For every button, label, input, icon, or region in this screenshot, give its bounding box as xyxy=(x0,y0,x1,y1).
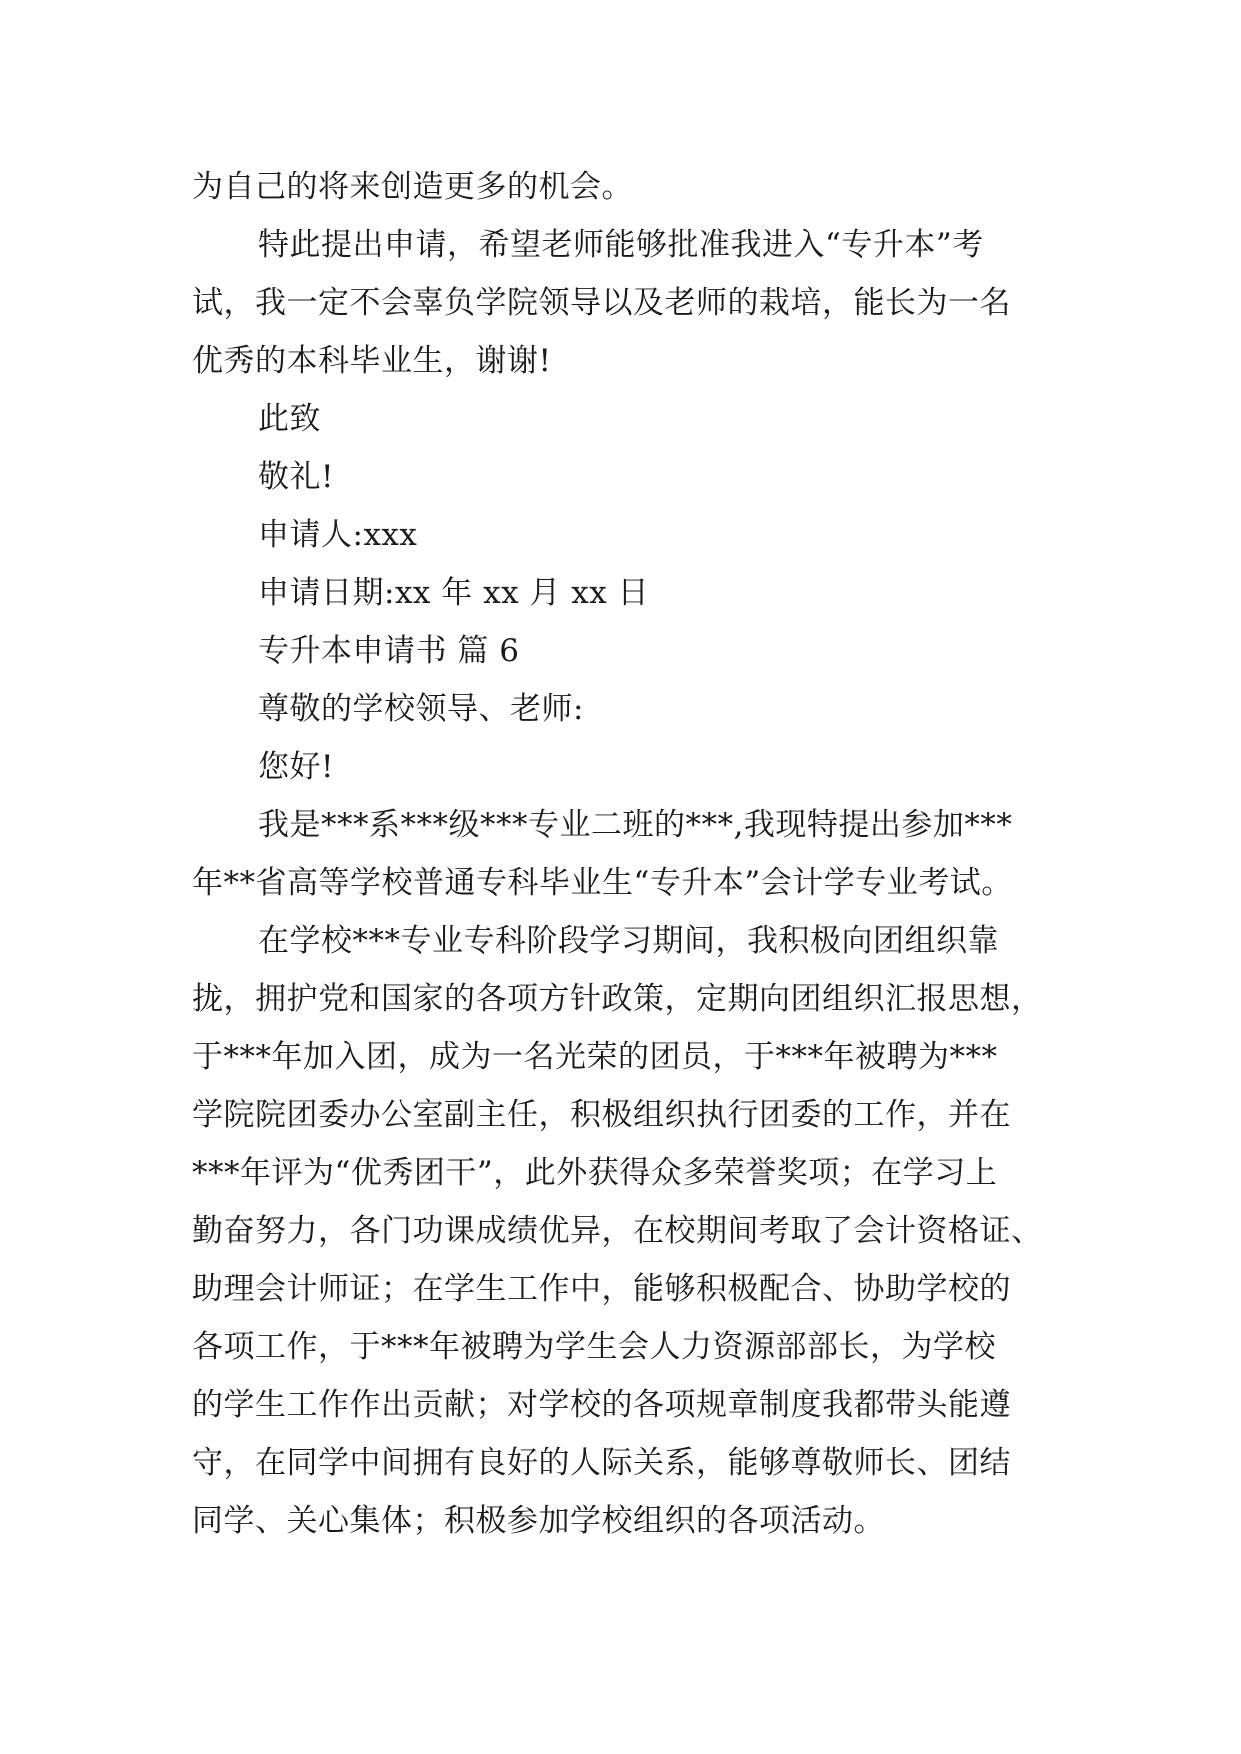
text-line: 同学、关心集体；积极参加学校组织的各项活动。 xyxy=(192,1503,885,1539)
text-line: 试，我一定不会辜负学院领导以及老师的栽培，能长为一名 xyxy=(192,285,1011,321)
text-line: 学院院团委办公室副主任，积极组织执行团委的工作，并在 xyxy=(192,1097,1011,1133)
text-line: 我是***系***级***专业二班的***,我现特提出参加*** xyxy=(258,807,1013,843)
text-line: 特此提出申请，希望老师能够批准我进入“专升本”考 xyxy=(258,227,984,263)
text-line: 的学生工作作出贡献；对学校的各项规章制度我都带头能遵 xyxy=(192,1387,1011,1423)
text-line: 勤奋努力，各门功课成绩优异，在校期间考取了会计资格证、 xyxy=(192,1213,1043,1249)
text-line: ***年评为“优秀团干”，此外获得众多荣誉奖项；在学习上 xyxy=(192,1155,998,1191)
document-body xyxy=(192,158,1052,1550)
section-heading: 专升本申请书 篇 6 xyxy=(258,633,520,669)
closing-salutation: 此致 xyxy=(258,401,321,437)
text-line: 优秀的本科毕业生，谢谢! xyxy=(192,343,552,379)
applicant-name: 申请人:xxx xyxy=(258,517,418,553)
text-line: 拢，拥护党和国家的各项方针政策，定期向团组织汇报思想， xyxy=(192,981,1043,1017)
text-line: 各项工作，于***年被聘为学生会人力资源部部长，为学校 xyxy=(192,1329,996,1365)
text-line: 守，在同学中间拥有良好的人际关系，能够尊敬师长、团结 xyxy=(192,1445,1011,1481)
text-line: 在学校***专业专科阶段学习期间，我积极向团组织靠 xyxy=(258,923,999,959)
text-line: 年**省高等学校普通专科毕业生“专升本”会计学专业考试。 xyxy=(192,865,1013,901)
closing-regards: 敬礼! xyxy=(258,459,334,495)
letter-salutation: 尊敬的学校领导、老师: xyxy=(258,691,584,727)
greeting: 您好! xyxy=(258,749,334,785)
text-line: 助理会计师证；在学生工作中，能够积极配合、协助学校的 xyxy=(192,1271,1011,1307)
text-line: 为自己的将来创造更多的机会。 xyxy=(192,169,633,205)
text-line: 于***年加入团，成为一名光荣的团员，于***年被聘为*** xyxy=(192,1039,998,1075)
application-date: 申请日期:xx 年 xx 月 xx 日 xyxy=(258,575,650,611)
